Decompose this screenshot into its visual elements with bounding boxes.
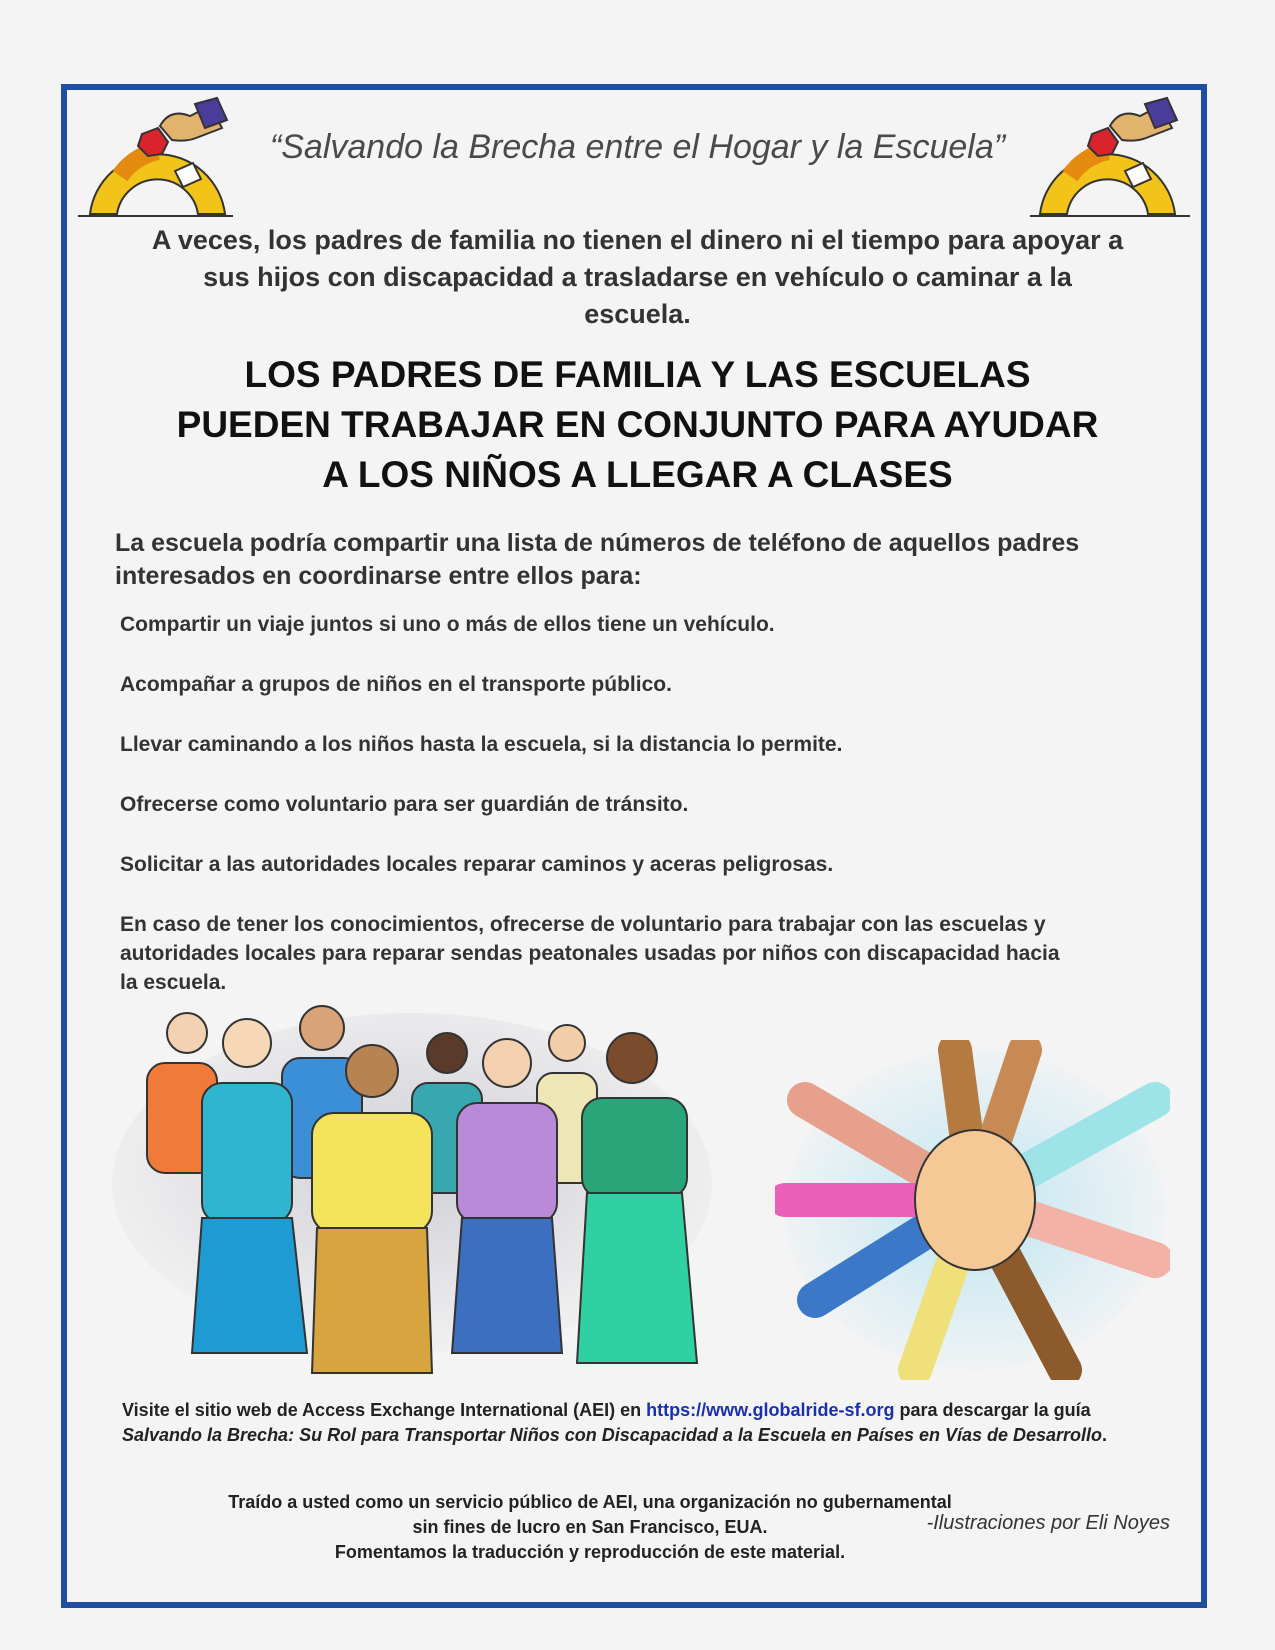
headline-line: LOS PADRES DE FAMILIA Y LAS ESCUELAS (244, 354, 1031, 395)
divider-right (1030, 215, 1190, 217)
tagline: “Salvando la Brecha entre el Hogar y la Escuela” (269, 128, 1006, 166)
footer-line: sin fines de lucro en San Francisco, EUA. (412, 1517, 768, 1537)
website-note (122, 1398, 1125, 1448)
list-item: Llevar caminando a los niños hasta la escuela, si la distancia lo permite. (120, 733, 843, 756)
headline-line: A LOS NIÑOS A LLEGAR A CLASES (322, 454, 953, 495)
divider-left (78, 215, 233, 217)
intro-text: A veces, los padres de familia no tienen el dinero ni el tiempo para apoyar a sus hijos con discapacidad a trasladarse en vehículo o caminar a la escuela. (151, 225, 1124, 329)
list-item: Ofrecerse como voluntario para ser guardián de tránsito. (120, 793, 689, 816)
footer-line: Fomentamos la traducción y reproducción de este material. (334, 1542, 846, 1562)
list-item: Acompañar a grupos de niños en el transporte público. (120, 673, 672, 696)
suggestion-list (120, 610, 1080, 1028)
headline-line: PUEDEN TRABAJAR EN CONJUNTO PARA AYUDAR (176, 404, 1099, 445)
footer-line: Traído a usted como un servicio público de AEI, una organización no gubernamental (228, 1492, 952, 1512)
footer (170, 1490, 1010, 1565)
list-item: Compartir un viaje juntos si uno o más de ellos tiene un vehículo. (120, 613, 775, 636)
illustration-credit: -Ilustraciones por Eli Noyes (926, 1512, 1170, 1534)
hands-together-illustration (775, 1040, 1170, 1380)
headline (90, 350, 1185, 500)
guide-title: Salvando la Brecha: Su Rol para Transportar Niños con Discapacidad a la Escuela en Países en Vías de Desarrollo (122, 1425, 1103, 1445)
lead-text: La escuela podría compartir una lista de números de teléfono de aquellos padres interesados en coordinarse entre ellos para: (115, 529, 1080, 590)
visit-suffix: . (1102, 1425, 1108, 1445)
group-of-parents-illustration (112, 1003, 730, 1379)
list-item: Solicitar a las autoridades locales reparar caminos y aceras peligrosas. (120, 853, 834, 876)
list-item: En caso de tener los conocimientos, ofrecerse de voluntario para trabajar con las escuelas y autoridades locales para reparar sendas peatonales usadas por niños con discapacidad hacia la escuela. (120, 913, 1060, 994)
website-link[interactable]: https://www.globalride-sf.org (646, 1400, 895, 1420)
visit-prefix: Visite el sitio web de Access Exchange International (AEI) en (122, 1400, 647, 1420)
visit-middle: para descargar la guía (894, 1400, 1091, 1420)
